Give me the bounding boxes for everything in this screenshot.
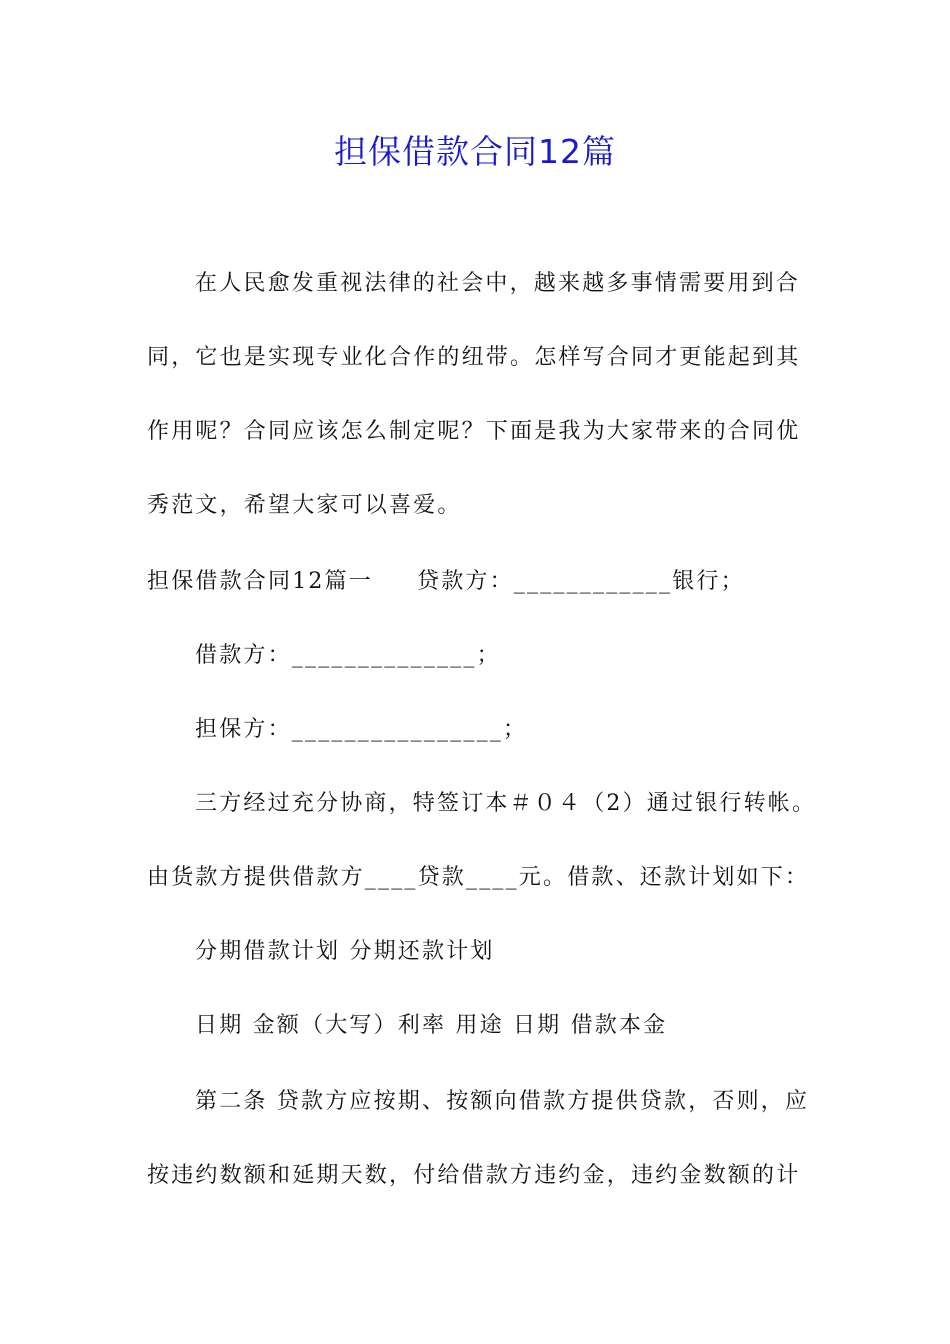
guarantor-line: 担保方：________________； [195,717,528,742]
borrower-line: 借款方：______________； [195,643,501,668]
section-heading: 担保借款合同12篇一 [147,569,373,594]
body-line-5: 第二条 贷款方应按期、按额向借款方提供贷款，否则，应 [195,1089,810,1114]
body-line-1: 三方经过充分协商，特签订本＃０４（2）通过银行转帐。 [195,791,817,816]
body-line-2: 由货款方提供借款方____贷款____元。借款、还款计划如下： [147,865,810,890]
body-line-4: 日期 金额（大写）利率 用途 日期 借款本金 [195,1013,668,1038]
intro-line-1: 在人民愈发重视法律的社会中，越来越多事情需要用到合 [195,271,801,296]
intro-line-3: 作用呢？合同应该怎么制定呢？下面是我为大家带来的合同优 [147,419,801,444]
intro-line-4: 秀范文，希望大家可以喜爱。 [147,493,462,518]
body-line-3: 分期借款计划 分期还款计划 [195,939,495,964]
body-line-6: 按违约数额和延期天数，付给借款方违约金，违约金数额的计 [147,1163,801,1188]
lender-line: 贷款方：____________银行； [417,569,745,594]
intro-line-2: 同，它也是实现专业化合作的纽带。怎样写合同才更能起到其 [147,345,801,370]
section-line [147,566,807,598]
document-title: 担保借款合同12篇 [334,132,616,171]
